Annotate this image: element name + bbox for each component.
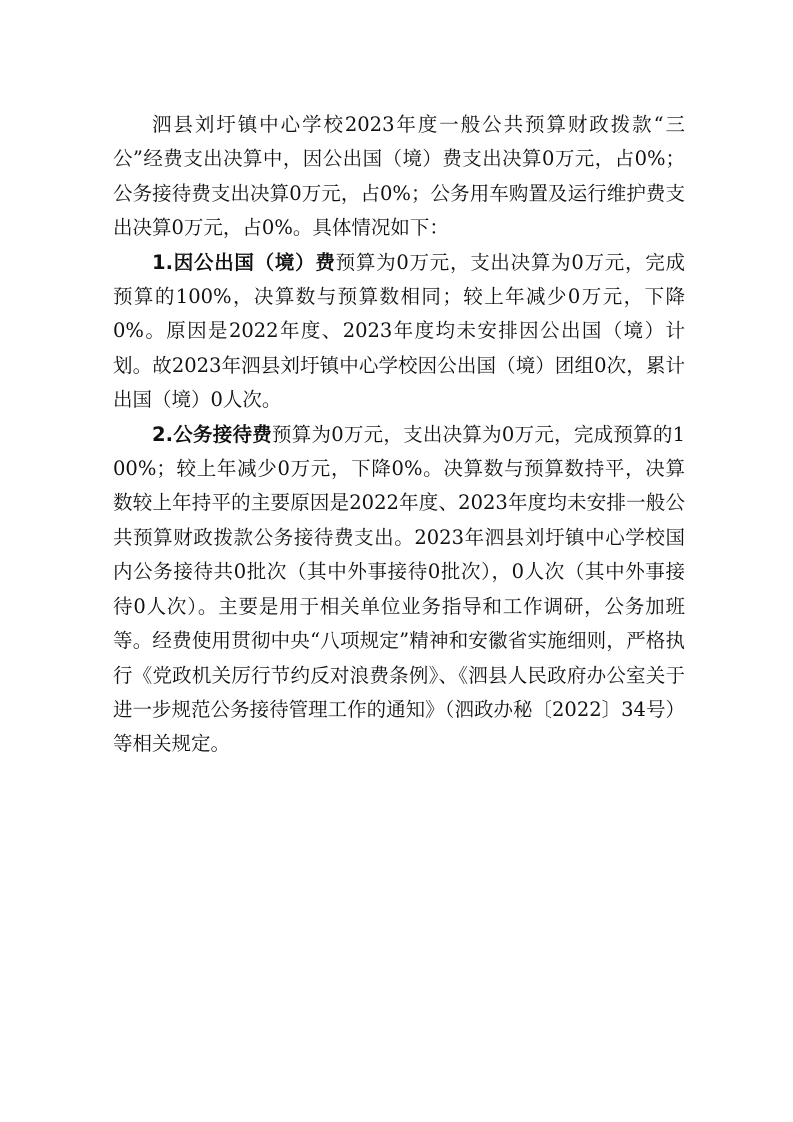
intro-paragraph: 泗县刘圩镇中心学校2023年度一般公共预算财政拨款“三公”经费支出决算中，因公出国（境）费支出决算0万元，占0%；公务接待费支出决算0万元，占0%；公务用车购置及运行维护费支出决算0万元，占0%。具体情况如下：: [113, 113, 685, 240]
section-reception-heading: 2.公务接待费: [152, 422, 272, 446]
section-outbound-travel-heading: 1.因公出国（境）费: [152, 250, 336, 274]
section-reception-body: 预算为0万元，支出决算为0万元，完成预算的100%；较上年减少0万元，下降0%。决算数与预算数持平，决算数较上年持平的主要原因是2022年度、2023年度均未安排一般公共预算财政拨款公务接待费支出。2023年泗县刘圩镇中心学校国内公务接待共0批次（其中外事接待0批次），0人次（其中外事接待0人次）。主要是用于相关单位业务指导和工作调研，公务加班等。经费使用贯彻中央“八项规定”精神和安徽省实施细则，严格执行《党政机关厉行节约反对浪费条例》、《泗县人民政府办公室关于进一步规范公务接待管理工作的通知》（泗政办秘〔2022〕34号）等相关规定。: [113, 422, 685, 756]
section-reception: [113, 418, 685, 762]
section-outbound-travel: [113, 246, 685, 418]
section-outbound-travel-body: 预算为0万元，支出决算为0万元，完成预算的100%，决算数与预算数相同；较上年减少0万元，下降0%。原因是2022年度、2023年度均未安排因公出国（境）计划。故2023年泗县刘圩镇中心学校因公出国（境）团组0次，累计出国（境）0人次。: [113, 250, 685, 412]
document-body: [113, 108, 685, 762]
